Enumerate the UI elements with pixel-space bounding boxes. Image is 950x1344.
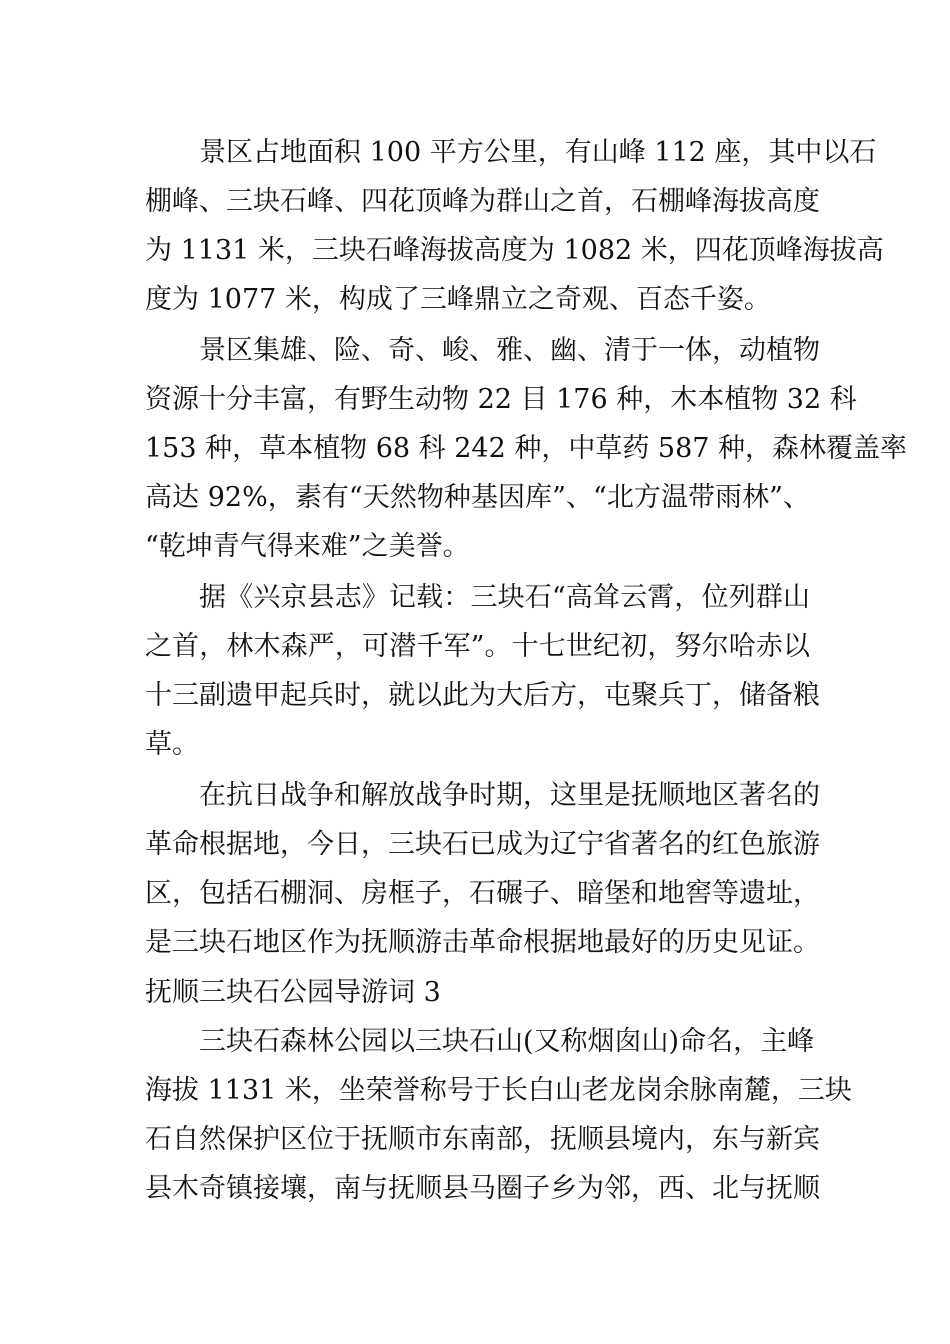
paragraph-4-line-4: 是三块石地区作为抚顺游击革命根据地最好的历史见证。 [145, 927, 820, 958]
paragraph-3-line-2: 之首，林木森严，可潜千军”。十七世纪初，努尔哈赤以 [145, 631, 810, 662]
paragraph-5-line-3: 石自然保护区位于抚顺市东南部，抚顺县境内，东与新宾 [145, 1124, 820, 1155]
paragraph-2-line-2: 资源十分丰富，有野生动物 22 目 176 种，木本植物 32 科 [145, 384, 857, 415]
paragraph-2-line-4: 高达 92%，素有“天然物种基因库”、“北方温带雨林”、 [145, 482, 810, 513]
paragraph-1-line-4: 度为 1077 米，构成了三峰鼎立之奇观、百态千姿。 [145, 284, 771, 315]
paragraph-2-line-3: 153 种，草本植物 68 科 242 种，中草药 587 种，森林覆盖率 [145, 433, 908, 464]
paragraph-3-line-4: 草。 [145, 729, 199, 760]
paragraph-4-line-2: 革命根据地，今日，三块石已成为辽宁省著名的红色旅游 [145, 829, 820, 860]
paragraph-2-line-5: “乾坤青气得来难”之美誉。 [145, 531, 470, 562]
paragraph-1-line-2: 棚峰、三块石峰、四花顶峰为群山之首，石棚峰海拔高度 [145, 186, 820, 217]
paragraph-1-line-1: 景区占地面积 100 平方公里，有山峰 112 座，其中以石 [199, 137, 877, 168]
paragraph-5-line-1: 三块石森林公园以三块石山(又称烟囱山)命名，主峰 [199, 1026, 815, 1057]
paragraph-3-line-1: 据《兴京县志》记载：三块石“高耸云霄，位列群山 [199, 582, 810, 613]
section-heading: 抚顺三块石公园导游词 3 [145, 977, 441, 1008]
paragraph-5-line-2: 海拔 1131 米，坐荣誉称号于长白山老龙岗余脉南麓，三块 [145, 1075, 852, 1106]
paragraph-4-line-1: 在抗日战争和解放战争时期，这里是抚顺地区著名的 [199, 780, 820, 811]
paragraph-3-line-3: 十三副遗甲起兵时，就以此为大后方，屯聚兵丁，储备粮 [145, 680, 820, 711]
paragraph-1-line-3: 为 1131 米，三块石峰海拔高度为 1082 米，四花顶峰海拔高 [145, 235, 884, 266]
paragraph-5-line-4: 县木奇镇接壤，南与抚顺县马圈子乡为邻，西、北与抚顺 [145, 1173, 820, 1204]
paragraph-2-line-1: 景区集雄、险、奇、峻、雅、幽、清于一体，动植物 [199, 335, 820, 366]
paragraph-4-line-3: 区，包括石棚洞、房框子，石碾子、暗堡和地窖等遗址， [145, 878, 820, 909]
